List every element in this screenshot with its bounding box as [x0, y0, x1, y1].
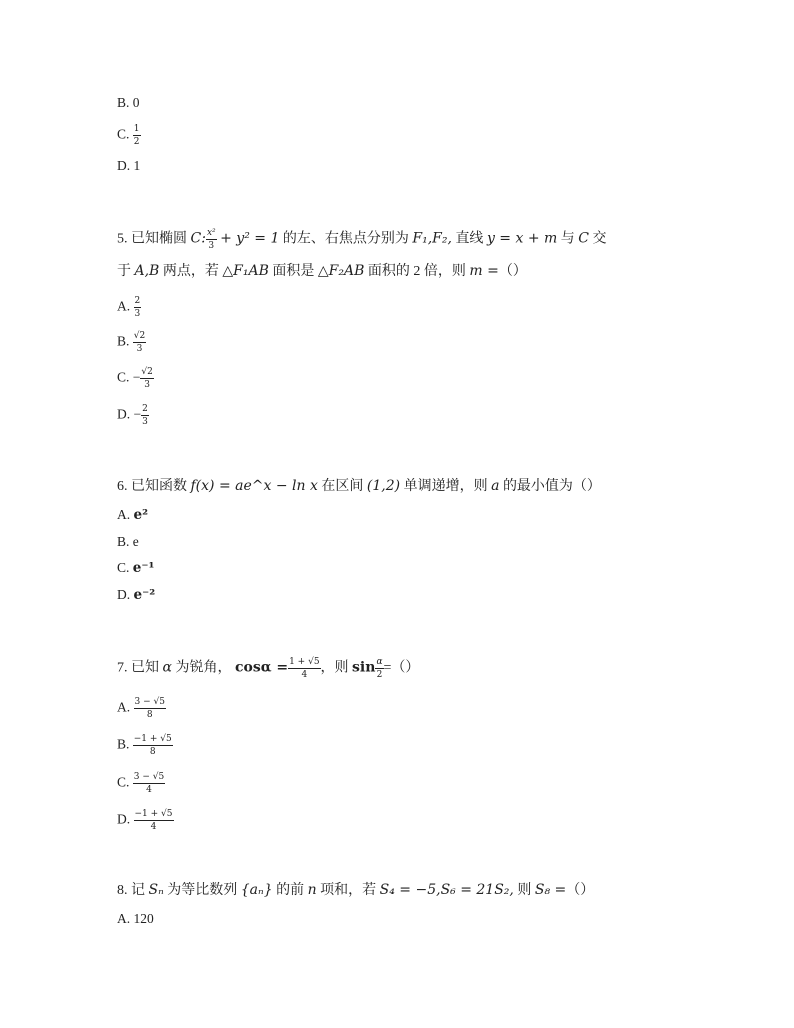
math-expression: F₁,F₂,: [412, 230, 452, 247]
question-8: [117, 881, 594, 900]
option-a: [117, 507, 148, 523]
question-text: 倍，则: [423, 264, 466, 279]
question-text: 的前: [276, 883, 305, 898]
math-expression: (1,2): [366, 478, 401, 494]
question-number: 7.: [117, 660, 128, 676]
fraction-denominator: 3: [208, 241, 215, 251]
option-c: [117, 367, 154, 390]
option-label: A.: [117, 911, 131, 926]
fraction-denominator: 3: [134, 309, 141, 319]
fraction-denominator: 3: [136, 344, 143, 354]
fraction-denominator: 8: [146, 710, 153, 720]
fraction: [134, 697, 166, 720]
fraction: [206, 228, 217, 251]
math-expression: C:: [190, 230, 206, 247]
math-expression: n: [307, 882, 317, 898]
fraction: [133, 124, 141, 147]
math-expression: cosα =: [234, 659, 289, 676]
math-expression: sin: [352, 659, 376, 676]
option-label: C.: [117, 126, 130, 142]
option-label: A.: [117, 507, 131, 522]
fraction-denominator: 8: [149, 747, 156, 757]
fraction-numerator: x²: [206, 228, 216, 238]
fraction: [288, 657, 320, 680]
question-text: 的最小值为（）: [502, 479, 601, 494]
option-b: [117, 95, 140, 111]
option-label: B.: [117, 333, 130, 349]
option-d: [117, 587, 155, 603]
answer-blank: （）: [566, 883, 595, 898]
fraction-numerator: 1: [133, 124, 140, 134]
question-7: [117, 657, 419, 680]
question-text: 直线: [455, 231, 484, 247]
math-expression: {aₙ}: [240, 882, 273, 898]
question-text: 面积是: [272, 264, 315, 279]
question-text: 已知: [131, 660, 159, 676]
question-text: 为锐角，: [175, 660, 232, 676]
fraction: [375, 657, 383, 680]
fraction-denominator: 2: [133, 137, 140, 147]
option-a: [117, 296, 141, 319]
option-value: e⁻¹: [132, 560, 155, 576]
option-label: C.: [117, 369, 130, 385]
math-expression: f(x) = ae^x − ln x: [190, 478, 318, 494]
option-label: B.: [117, 534, 130, 549]
option-value: 120: [133, 911, 154, 926]
math-expression: S₄ = −5,S₆ = 21S₂,: [379, 882, 514, 898]
math-expression: y = x + m: [486, 230, 558, 247]
question-number: 5.: [117, 231, 128, 247]
fraction: [133, 331, 146, 354]
option-label: A.: [117, 699, 131, 715]
question-text: 为等比数列: [167, 883, 238, 898]
question-text: 项和，若: [320, 883, 377, 898]
question-text: 面积的: [367, 264, 410, 279]
question-text: 2: [413, 264, 421, 279]
option-value: 0: [132, 95, 140, 110]
fraction-numerator: −1 + √5: [133, 734, 172, 744]
fraction: [141, 404, 149, 427]
option-label: D.: [117, 406, 131, 422]
question-text: 交: [592, 231, 607, 247]
option-label: C.: [117, 560, 130, 575]
fraction-numerator: −1 + √5: [134, 809, 173, 819]
option-label: A.: [117, 298, 131, 314]
question-text: 单调递增，则: [403, 479, 488, 494]
math-expression: α: [162, 659, 172, 676]
fraction-denominator: 4: [150, 822, 157, 832]
math-expression: + y² = 1: [220, 230, 280, 247]
option-label: D.: [117, 811, 131, 827]
question-text: 与: [560, 231, 575, 247]
question-text: 则: [517, 883, 532, 898]
fraction-numerator: 2: [134, 296, 141, 306]
question-number: 8.: [117, 883, 128, 898]
fraction-denominator: 3: [142, 417, 148, 427]
fraction: [133, 734, 173, 757]
option-d: [117, 809, 174, 832]
option-d: [117, 404, 149, 427]
fraction-numerator: 3 − √5: [133, 772, 165, 782]
fraction: [134, 809, 174, 832]
fraction-denominator: 2: [376, 670, 383, 680]
option-value: e²: [133, 507, 149, 523]
answer-blank: （）: [498, 264, 527, 279]
option-label: B.: [117, 95, 130, 110]
math-expression: m =: [469, 263, 499, 279]
fraction-numerator: √2: [141, 367, 153, 377]
question-6: [117, 477, 601, 496]
math-expression: S₈ =: [534, 882, 567, 898]
option-value: 1: [133, 158, 141, 173]
question-text: 两点，若: [162, 264, 219, 279]
option-b: [117, 534, 139, 550]
math-expression: Sₙ: [148, 882, 164, 898]
option-a: [117, 697, 166, 720]
fraction-numerator: √2: [133, 331, 146, 341]
option-label: D.: [117, 158, 131, 173]
question-text: =（）: [383, 660, 420, 676]
fraction: [140, 367, 153, 390]
fraction-numerator: 3 − √5: [134, 697, 165, 707]
question-text: 于: [117, 264, 131, 279]
option-value: e⁻²: [133, 587, 156, 603]
fraction-denominator: 4: [146, 785, 152, 795]
option-sign: −: [133, 406, 142, 422]
question-number: 6.: [117, 479, 128, 494]
option-value: e: [132, 534, 139, 549]
fraction-denominator: 4: [301, 670, 308, 680]
fraction: [134, 296, 142, 319]
question-text: ，则: [320, 660, 349, 676]
question-text: 在区间: [321, 479, 364, 494]
option-label: D.: [117, 587, 131, 602]
math-expression: a: [491, 478, 500, 494]
option-c: [117, 560, 154, 576]
math-expression: C: [578, 230, 589, 247]
math-expression: △F₂AB: [317, 263, 365, 279]
option-b: [117, 331, 146, 354]
option-c: [117, 124, 141, 147]
question-5-line-1: [117, 228, 607, 251]
question-5-line-2: [117, 262, 527, 281]
option-b: [117, 734, 173, 757]
question-text: 已知函数: [131, 479, 187, 494]
option-a: [117, 911, 154, 927]
option-c: [117, 772, 165, 795]
question-text: 的左、右焦点分别为: [282, 231, 409, 247]
fraction-denominator: 3: [144, 380, 150, 390]
fraction-numerator: 2: [142, 404, 148, 414]
fraction: [133, 772, 165, 795]
math-expression: △F₁AB: [222, 263, 269, 279]
option-label: B.: [117, 736, 130, 752]
option-label: C.: [117, 774, 130, 790]
question-text: 记: [131, 883, 145, 898]
math-expression: A,B: [134, 263, 160, 279]
fraction-numerator: 1 + √5: [289, 657, 320, 667]
option-d: [117, 158, 140, 174]
option-sign: −: [132, 369, 141, 385]
question-text: 已知椭圆: [131, 231, 187, 247]
fraction-numerator: α: [376, 657, 383, 667]
